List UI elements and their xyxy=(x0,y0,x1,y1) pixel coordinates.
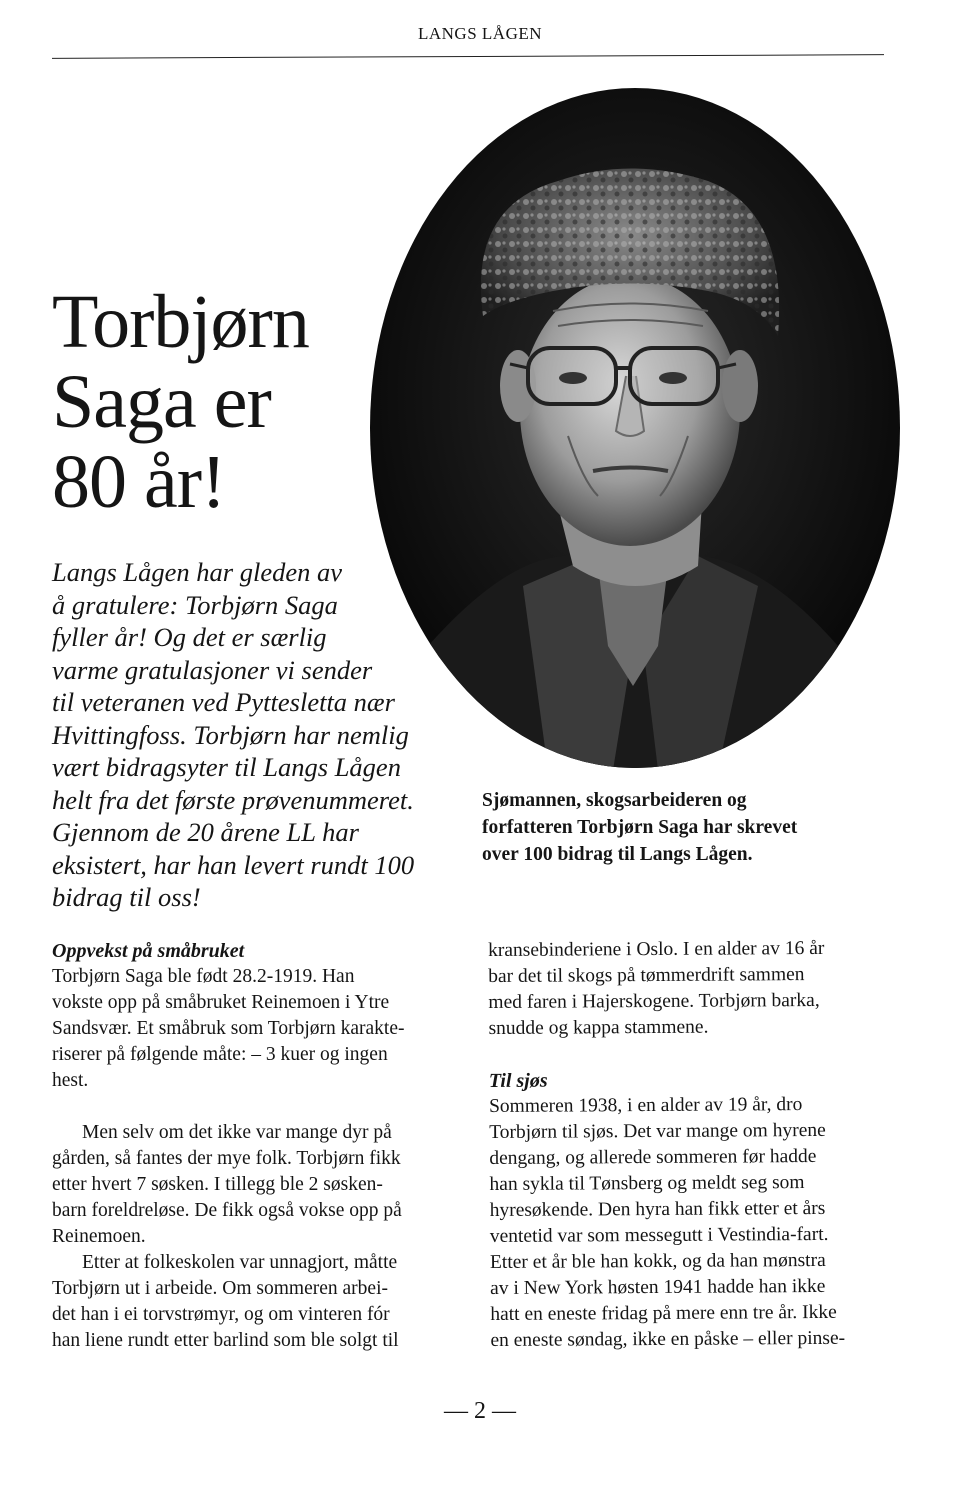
text-line: snudde og kappa stammene. xyxy=(488,1016,709,1039)
text-line: etter hvert 7 søsken. I tillegg ble 2 søsken- xyxy=(52,1174,383,1195)
title-line: Torbjørn xyxy=(52,280,309,364)
intro-line: vært bidragsyter til Langs Lågen xyxy=(52,752,401,782)
text-line: riserer på følgende måte: – 3 kuer og ingen xyxy=(52,1044,388,1065)
intro-line: varme gratulasjoner vi sender xyxy=(52,654,373,685)
intro-line: Langs Lågen har gleden av xyxy=(52,557,343,587)
article-title xyxy=(52,282,382,522)
text-line: en eneste søndag, ikke en påske – eller pinse- xyxy=(490,1327,846,1351)
paragraph xyxy=(52,1120,452,1250)
text-line: Etter at folkeskolen var unnagjort, måtte xyxy=(82,1252,398,1273)
caption-line: forfatteren Torbjørn Saga har skrevet xyxy=(482,817,798,838)
intro-line: Gjennom de 20 årene LL har xyxy=(52,817,359,847)
text-line: Torbjørn til sjøs. Det var mange om hyrene xyxy=(489,1119,826,1143)
running-head: LANGS LÅGEN xyxy=(417,24,543,43)
text-line: Torbjørn Saga ble født 28.2-1919. Han xyxy=(52,966,355,987)
text-line: Torbjørn ut i arbeide. Om sommeren arbei- xyxy=(52,1278,388,1299)
caption-line: Sjømannen, skogsarbeideren og xyxy=(482,790,747,811)
header-rule xyxy=(52,54,884,59)
text-line: hest. xyxy=(52,1070,89,1091)
text-line: vokste opp på småbruket Reinemoen i Ytre xyxy=(52,992,390,1013)
page-number: — 2 — xyxy=(444,1398,516,1424)
title-line: Saga er xyxy=(52,360,271,444)
text-line: bar det til skogs på tømmerdrift sammen xyxy=(488,964,805,987)
text-line: barn foreldreløse. De fikk også vokse opp på xyxy=(52,1200,402,1221)
left-column xyxy=(52,938,452,1354)
text-line: med faren i Hajerskogene. Torbjørn barka, xyxy=(488,989,820,1013)
text-line: Men selv om det ikke var mange dyr på xyxy=(82,1122,392,1143)
paragraph xyxy=(52,1250,452,1354)
section-heading: Oppvekst på småbruket xyxy=(52,940,245,962)
text-line: Sandsvær. Et småbruk som Torbjørn karakte- xyxy=(52,1018,405,1039)
text-line: ventetid var som messegutt i Vestindia-fart. xyxy=(489,1223,829,1247)
text-line: av i New York høsten 1941 hadde han ikke xyxy=(490,1275,826,1299)
text-line: han liene rundt etter barlind som ble solgt til xyxy=(52,1330,399,1351)
intro-line: å gratulere: Torbjørn Saga xyxy=(52,589,338,620)
photo-caption xyxy=(482,787,882,868)
text-line: Sommeren 1938, i en alder av 19 år, dro xyxy=(488,1094,803,1117)
right-column xyxy=(488,935,911,1354)
text-line: han sykla til Tønsberg og meldt seg som xyxy=(489,1172,805,1195)
text-line: hyresøkende. Den hyra han fikk etter et års xyxy=(489,1197,826,1221)
text-line: kransebinderiene i Oslo. I en alder av 16 år xyxy=(488,937,825,961)
text-line: det han i ei torvstrømyr, og om vinteren fór xyxy=(52,1304,390,1325)
text-line: dengang, og allerede sommeren før hadde xyxy=(489,1145,817,1169)
text-line: hatt en eneste fridag på mere enn tre år. Ikke xyxy=(490,1301,837,1325)
text-line: Etter et år ble han kokk, og da han mønstra xyxy=(489,1249,826,1273)
title-line: 80 år! xyxy=(52,440,226,524)
paragraph xyxy=(52,964,452,1094)
paragraph xyxy=(488,935,909,1042)
intro-line: helt fra det første prøvenummeret. xyxy=(52,784,414,815)
intro-line: Hvittingfoss. Torbjørn har nemlig xyxy=(52,719,409,750)
text-line: Reinemoen. xyxy=(52,1226,146,1247)
intro-line: fyller år! Og det er særlig xyxy=(52,622,327,652)
intro-line: bidrag til oss! xyxy=(52,882,201,912)
paragraph xyxy=(489,1091,911,1354)
intro-line: eksistert, har han levert rundt 100 xyxy=(52,849,415,880)
caption-line: over 100 bidrag til Langs Lågen. xyxy=(482,844,753,865)
intro-text xyxy=(52,556,452,914)
text-line: gården, så fantes der mye folk. Torbjørn fikk xyxy=(52,1148,401,1169)
intro-line: til veteranen ved Pyttesletta nær xyxy=(52,687,395,717)
section-heading: Til sjøs xyxy=(488,1069,548,1092)
